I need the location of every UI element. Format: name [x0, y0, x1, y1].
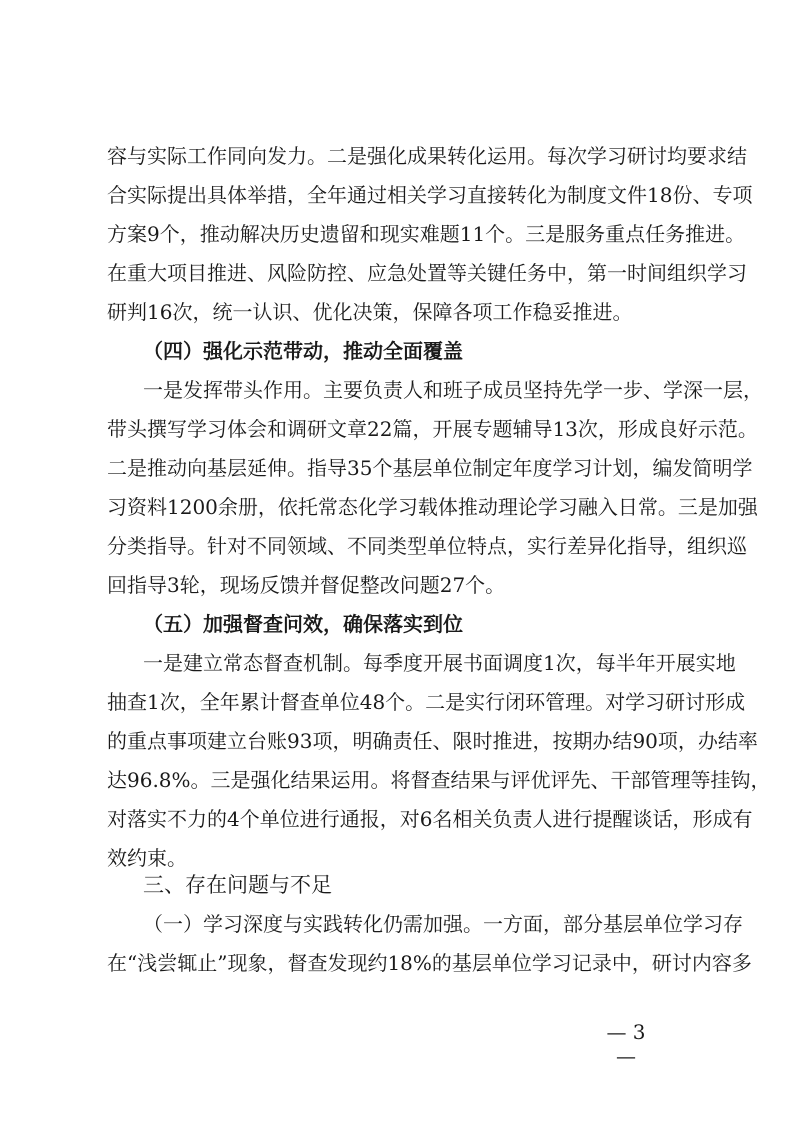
text-line: 回指导3轮，现场反馈并督促整改问题27个。 [107, 573, 506, 597]
text-line: 合实际提出具体举措，全年通过相关学习直接转化为制度文件18份、专项 [107, 183, 753, 207]
text-line: 习资料1200余册，依托常态化学习载体推动理论学习融入日常。三是加强 [107, 495, 758, 519]
subheading-5: （五）加强督查问效，确保落实到位 [143, 612, 463, 636]
text-line: 在重大项目推进、风险防控、应急处置等关键任务中，第一时间组织学习 [107, 261, 747, 285]
text-line: 的重点事项建立台账93项，明确责任、限时推进，按期办结90项，办结率 [107, 729, 758, 753]
section-heading: 三、存在问题与不足 [143, 873, 332, 897]
text-line: （一）学习深度与实践转化仍需加强。一方面，部分基层单位学习存 [143, 912, 743, 936]
text-line: 方案9个，推动解决历史遗留和现实难题11个。三是服务重点任务推进。 [107, 222, 746, 246]
text-line: 在“浅尝辄止”现象，督查发现约18%的基层单位学习记录中，研讨内容多 [107, 951, 752, 975]
text-line: 二是推动向基层延伸。指导35个基层单位制定年度学习计划，编发简明学 [107, 456, 753, 480]
text-line: 研判16次，统一认识、优化决策，保障各项工作稳妥推进。 [107, 300, 633, 324]
text-line: 效约束。 [107, 846, 187, 870]
text-line: 容与实际工作同向发力。二是强化成果转化运用。每次学习研讨均要求结 [107, 144, 747, 168]
text-line: 一是建立常态督查机制。每季度开展书面调度1次，每半年开展实地 [143, 651, 736, 675]
text-line: 分类指导。针对不同领域、不同类型单位特点，实行差异化指导，组织巡 [107, 534, 747, 558]
text-line: 对落实不力的4个单位进行通报，对6名相关负责人进行提醒谈话，形成有 [107, 807, 753, 831]
text-line: 达96.8%。三是强化结果运用。将督查结果与评优评先、干部管理等挂钩， [107, 768, 771, 792]
text-line: 一是发挥带头作用。主要负责人和班子成员坚持先学一步、学深一层， [143, 378, 763, 402]
subheading-4: （四）强化示范带动，推动全面覆盖 [143, 339, 463, 363]
text-line: 带头撰写学习体会和调研文章22篇，开展专题辅导13次，形成良好示范。 [107, 417, 758, 441]
page-number: — 3 — [606, 1020, 646, 1068]
text-line: 抽查1次，全年累计督查单位48个。二是实行闭环管理。对学习研讨形成 [107, 690, 746, 714]
